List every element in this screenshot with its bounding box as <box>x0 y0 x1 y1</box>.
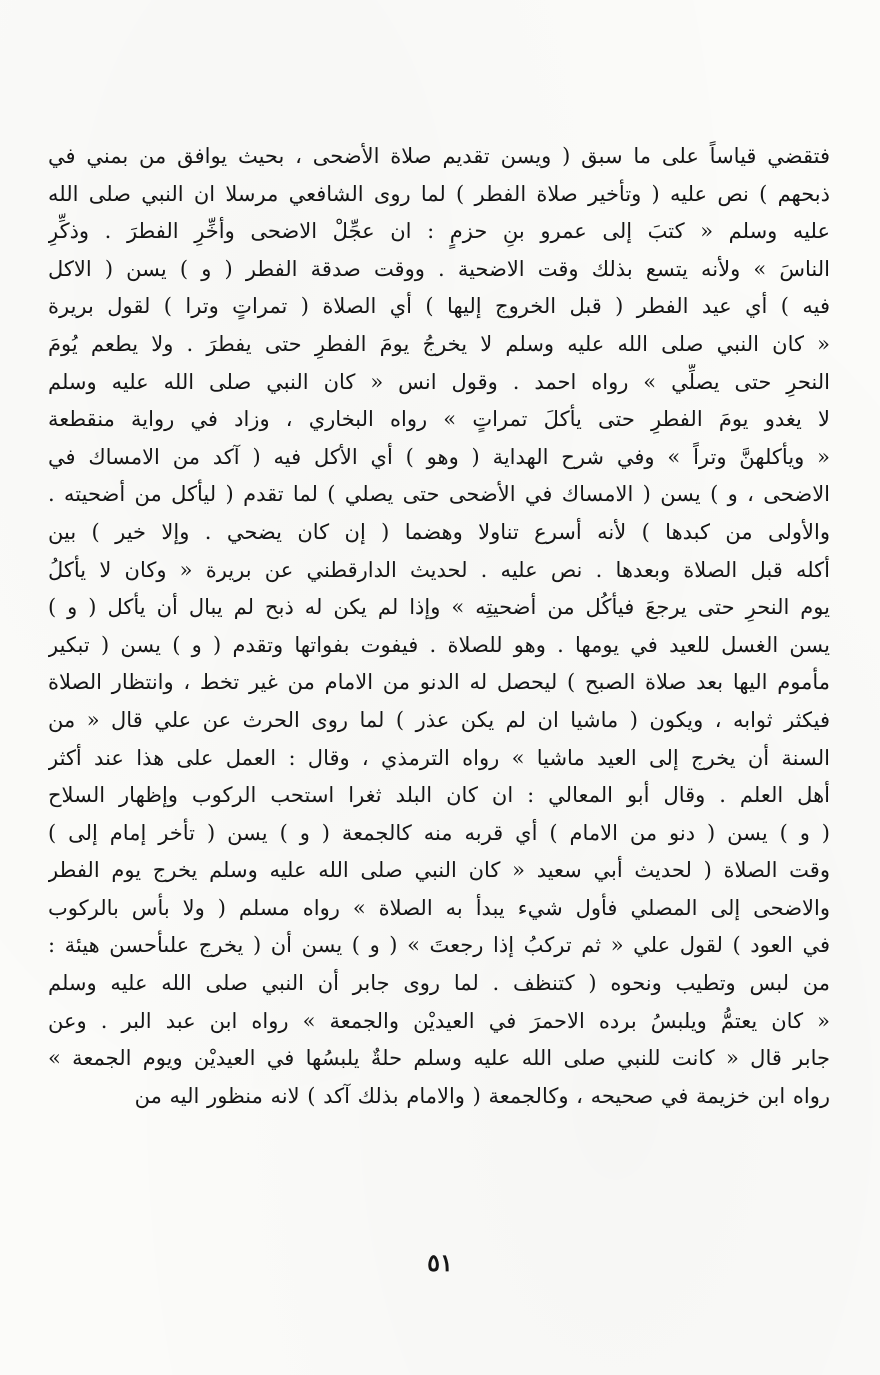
text-line: فيكثر ثوابه ، ويكون ( ماشيا ان لم يكن عذر ) لما روى الحرث عن علي قال « من <box>48 707 830 732</box>
text-line: من لبس وتطيب ونحوه ( كتنظف . لما روى جابر أن النبي صلى الله عليه وسلم <box>48 971 830 996</box>
text-line: في العود ) لقول علي « ثم تركبُ إذا رجعتَ » ( و ) يسن أن ( يخرج علىأحسن هيئة : <box>48 933 830 958</box>
text-line: والاضحى إلى المصلي فأول شيء يبدأ به الصلاة » رواه مسلم ( ولا بأس بالركوب <box>48 895 830 920</box>
text-line: وقت الصلاة ( لحديث أبي سعيد « كان النبي صلى الله عليه وسلم يخرج يوم الفطر <box>48 858 830 883</box>
text-line: يوم النحرِ حتى يرجعَ فيأكُل من أضحيتِه » وإذا لم يكن له ذبح لم يبال أن يأكل ( و ) <box>48 595 830 620</box>
text-line: « كان يعتمُّ ويلبسُ برده الاحمرَ في العيديْن والجمعة » رواه ابن عبد البر . وعن <box>48 1008 830 1033</box>
text-line: عليه وسلم « كتبَ إلى عمرو بنِ حزمٍ : ان عجِّلْ الاضحى وأخِّرِ الفطرَ . وذكِّرِ <box>48 219 830 244</box>
text-line: والأولى من كبدها ) لأنه أسرع تناولا وهضما ( إن كان يضحي . وإلا خير ) بين <box>48 519 830 544</box>
text-line: « ويأكلهنَّ وتراً » وفي شرح الهداية ( وهو ) أي الأكل فيه ( آكد من الامساك في <box>48 444 830 469</box>
text-line: أكله قبل الصلاة وبعدها . نص عليه . لحديث الدارقطني عن بريرة « وكان لا يأكلُ <box>48 557 830 582</box>
text-line: فتقضي قياساً على ما سبق ( ويسن تقديم صلاة الأضحى ، بحيث يوافق من بمني في <box>48 144 830 168</box>
text-line: الاضحى ، و ) يسن ( الامساك في الأضحى حتى يصلي ) لما تقدم ( ليأكل من أضحيته . <box>48 482 830 507</box>
text-line: رواه ابن خزيمة في صحيحه ، وكالجمعة ( والامام بذلك آكد ) لانه منظور اليه من <box>134 1083 830 1108</box>
text-line: فيه ) أي عيد الفطر ( قبل الخروج إليها ) أي الصلاة ( تمراتٍ وترا ) لقول بريرة <box>48 294 830 319</box>
text-line: ذبحهم ) نص عليه ( وتأخير صلاة الفطر ) لما روى الشافعي مرسلا ان النبي صلى الله <box>48 181 830 206</box>
arabic-body-text <box>48 138 830 1115</box>
text-line: النحرِ حتى يصلِّي » رواه احمد . وقول انس « كان النبي صلى الله عليه وسلم <box>48 369 830 394</box>
text-line: لا يغدو يومَ الفطرِ حتى يأكلَ تمراتٍ » رواه البخاري ، وزاد في رواية منقطعة <box>48 407 830 432</box>
text-line: يسن الغسل للعيد في يومها . وهو للصلاة . فيفوت بفواتها وتقدم ( و ) يسن ( تبكير <box>48 632 830 657</box>
text-line: مأموم اليها بعد صلاة الصبح ) ليحصل له الدنو من الامام من غير تخط ، وانتظار الصلاة <box>48 670 830 695</box>
text-line: أهل العلم . وقال أبو المعالي : ان كان البلد ثغرا استحب الركوب وإظهار السلاح <box>48 783 830 808</box>
text-line: الناسَ » ولأنه يتسع بذلك وقت الاضحية . ووقت صدقة الفطر ( و ) يسن ( الاكل <box>48 256 830 281</box>
text-line: جابر قال « كانت للنبي صلى الله عليه وسلم حلةٌ يلبسُها في العيديْن ويوم الجمعة » <box>48 1046 830 1071</box>
text-line: « كان النبي صلى الله عليه وسلم لا يخرجُ يومَ الفطرِ حتى يفطرَ . ولا يطعم يُومَ <box>48 331 830 356</box>
text-line: ( و ) يسن ( دنو من الامام ) أي قربه منه كالجمعة ( و ) يسن ( تأخر إمام إلى ) <box>48 820 830 845</box>
text-line: السنة أن يخرج إلى العيد ماشيا » رواه الترمذي ، وقال : العمل على هذا عند أكثر <box>48 745 830 770</box>
page-number: ٥١ <box>427 1248 453 1277</box>
